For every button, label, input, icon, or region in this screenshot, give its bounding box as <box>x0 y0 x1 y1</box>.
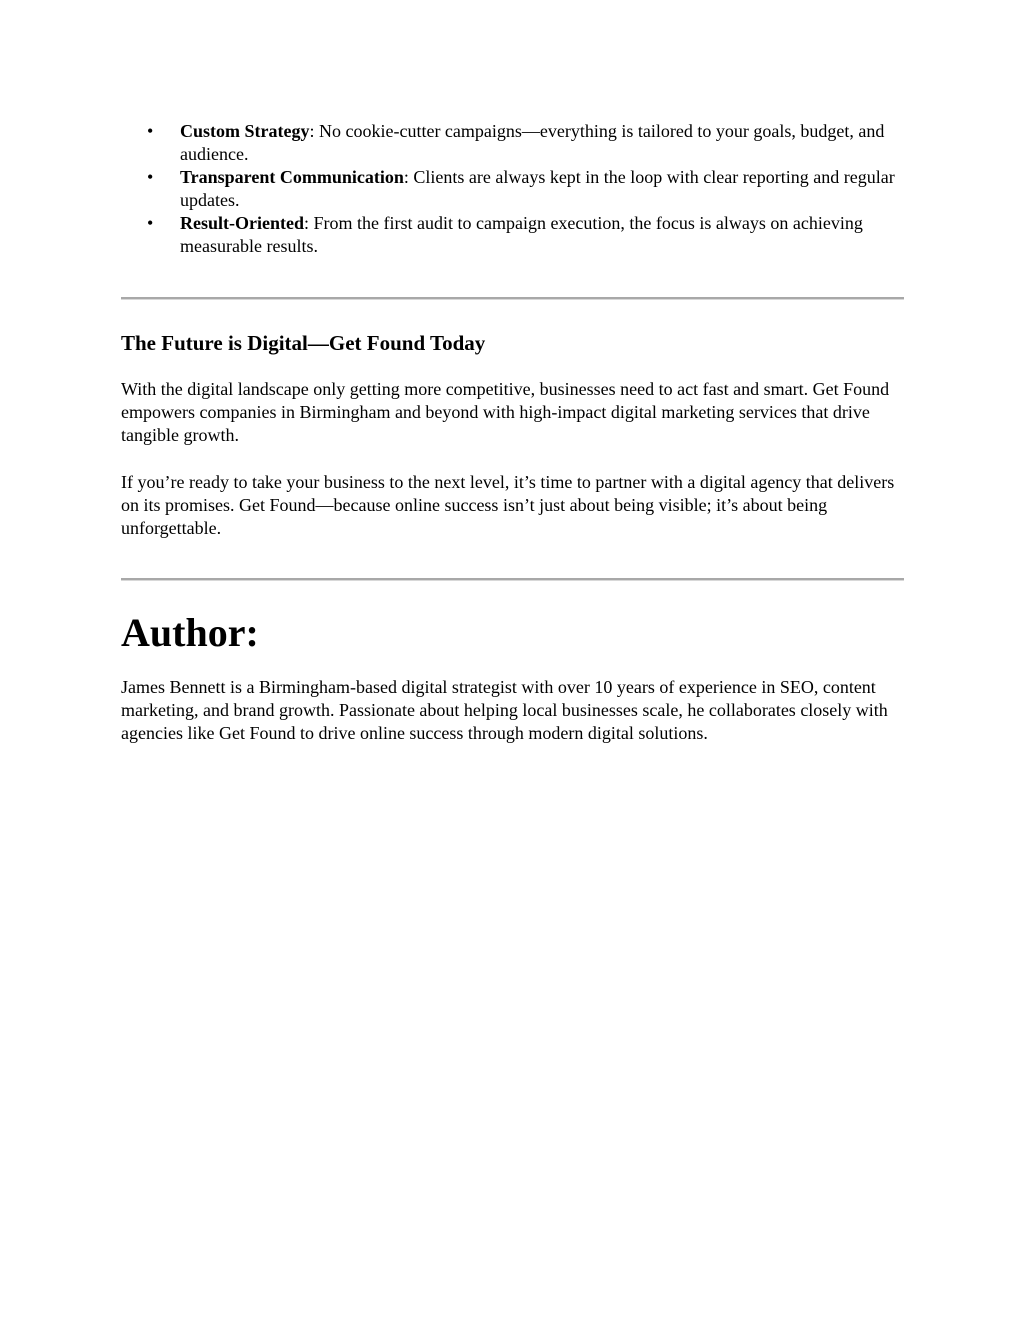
horizontal-divider <box>121 297 904 300</box>
list-item <box>121 212 904 258</box>
horizontal-divider <box>121 578 904 581</box>
section-heading: The Future is Digital—Get Found Today <box>121 331 486 355</box>
benefit-title: Result-Oriented <box>180 213 304 233</box>
benefit-text: : From the first audit to campaign execution, the focus is always on achieving measurable results. <box>180 213 863 256</box>
benefits-list <box>121 120 904 258</box>
body-paragraph: With the digital landscape only getting more competitive, businesses need to act fast and smart. Get Found empowers companies in Birmingham and beyond with high-impact digital marketing services that drive tangible growth. <box>121 379 890 445</box>
benefit-title: Custom Strategy <box>180 121 310 141</box>
benefit-text: : No cookie-cutter campaigns—everything is tailored to your goals, budget, and audience. <box>180 121 885 164</box>
benefit-title: Transparent Communication <box>180 167 404 187</box>
bullet-icon: • <box>147 121 154 141</box>
list-item <box>121 166 904 212</box>
bullet-icon: • <box>147 167 154 187</box>
author-heading: Author: <box>121 610 259 655</box>
benefit-text: : Clients are always kept in the loop with clear reporting and regular updates. <box>180 167 895 210</box>
author-bio: James Bennett is a Birmingham-based digital strategist with over 10 years of experience in SEO, content marketing, and brand growth. Passionate about helping local businesses scale, he collaborates closely with agencies like Get Found to drive online success through modern digital solutions. <box>121 677 888 743</box>
body-paragraph: If you’re ready to take your business to the next level, it’s time to partner with a digital agency that delivers on its promises. Get Found—because online success isn’t just about being visible; it’s about being unforgettable. <box>121 472 895 538</box>
bullet-icon: • <box>147 213 154 233</box>
list-item <box>121 120 904 166</box>
